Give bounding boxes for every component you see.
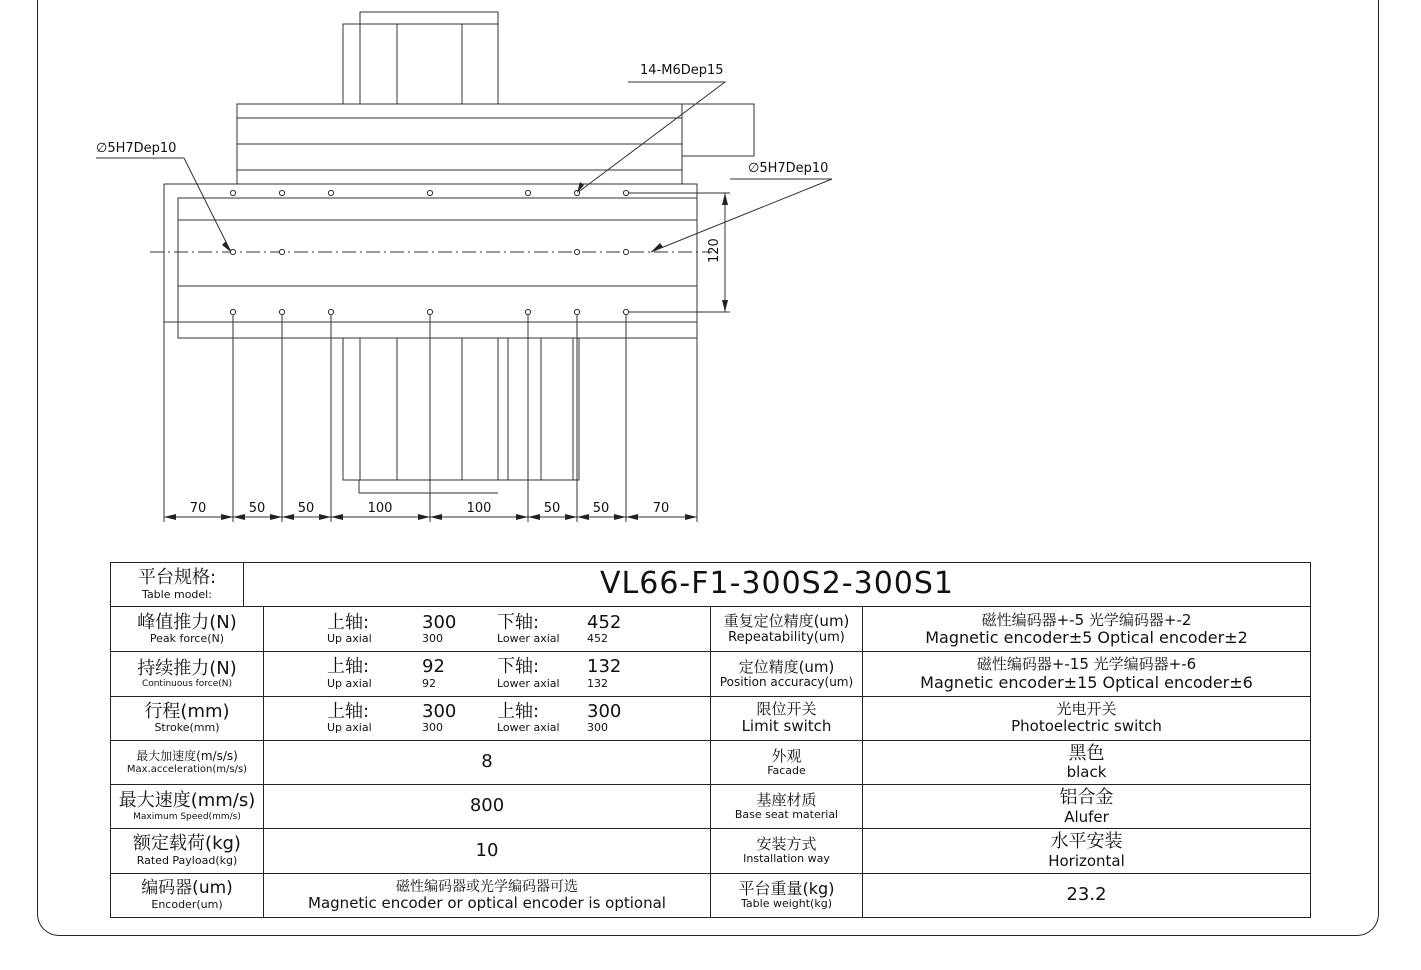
value-cell xyxy=(264,873,711,917)
right-label-en: Table weight(kg) xyxy=(741,897,832,911)
right-value-en: Horizontal xyxy=(1048,851,1125,870)
leader-lines xyxy=(96,82,832,252)
row-label-en: Maximum Speed(mm/s) xyxy=(133,811,241,822)
dim-label: 70 xyxy=(189,501,207,516)
axis-values-cell xyxy=(264,696,711,740)
model-label-cell xyxy=(111,563,244,607)
speed-value: 800 xyxy=(469,795,505,817)
right-label-cn: 基座材质 xyxy=(756,790,817,809)
axis-a-label-en: Up axial xyxy=(327,721,372,735)
axis-b-label-en: Lower axial xyxy=(497,677,560,691)
axis-values-cell xyxy=(264,607,711,652)
dim-label: 50 xyxy=(543,501,561,516)
axis-b-value-small: 452 xyxy=(587,632,608,646)
acc-value: 8 xyxy=(481,751,493,773)
axis-b-label-en: Lower axial xyxy=(497,632,560,646)
right-label-cn: 平台重量(kg) xyxy=(738,878,835,898)
row-label-en: Encoder(um) xyxy=(151,897,223,911)
payload-value: 10 xyxy=(475,839,499,861)
dim-label: 50 xyxy=(297,501,315,516)
axis-a-label: 上轴: xyxy=(327,656,370,678)
table-row xyxy=(111,563,1311,607)
row-label-cell xyxy=(111,607,264,652)
axis-b-label: 下轴: xyxy=(497,611,540,633)
axis-a-value-small: 300 xyxy=(422,721,443,735)
row-label-cn: 峰值推力(N) xyxy=(137,611,237,633)
right-label-cn: 外观 xyxy=(771,746,802,765)
right-value-en: Alufer xyxy=(1064,807,1109,826)
axis-b-label: 下轴: xyxy=(497,656,540,678)
row-label-cn: 额定载荷(kg) xyxy=(133,833,241,855)
value-cell xyxy=(264,785,711,829)
axis-b-value: 300 xyxy=(587,700,622,722)
row-label-cn: 行程(mm) xyxy=(144,700,230,722)
model-value-cell xyxy=(244,563,1311,607)
dim-label: 100 xyxy=(466,501,492,516)
right-label-cn: 定位精度(um) xyxy=(738,657,835,676)
upper-carriage xyxy=(237,104,682,184)
right-value-cn: 水平安装 xyxy=(1050,831,1123,853)
right-label-cell xyxy=(711,829,863,873)
right-label-en: Position accuracy(um) xyxy=(719,674,854,689)
right-value-cell xyxy=(863,785,1311,829)
row-label-cell xyxy=(111,652,264,696)
model-label-en: Table model: xyxy=(142,587,212,601)
axis-a-value-small: 92 xyxy=(422,677,436,691)
thread-label: 14-M6Dep15 xyxy=(640,63,724,78)
axis-a-value: 300 xyxy=(422,611,457,633)
axis-a-value: 300 xyxy=(422,700,457,722)
dim-label: 50 xyxy=(592,501,610,516)
axis-b-value-small: 132 xyxy=(587,677,608,691)
right-value-cell xyxy=(863,696,1311,740)
right-label-cn: 重复定位精度(um) xyxy=(723,612,850,631)
axis-b-value-small: 300 xyxy=(587,721,608,735)
right-value-cn: 黑色 xyxy=(1068,742,1105,764)
dim-label: 100 xyxy=(367,501,393,516)
encoder-value-cn: 磁性编码器或光学编码器可选 xyxy=(396,878,578,895)
right-label-en: Installation way xyxy=(743,852,830,866)
table-row xyxy=(111,829,1311,873)
row-label-en: Max.acceleration(m/s/s) xyxy=(126,763,248,775)
row-label-cell xyxy=(111,740,264,784)
height-label: 120 xyxy=(707,238,722,263)
axis-values-cell xyxy=(264,652,711,696)
row-label-cell xyxy=(111,785,264,829)
row-label-cn: 持续推力(N) xyxy=(137,657,237,679)
weight-value: 23.2 xyxy=(1066,883,1107,905)
table-row xyxy=(111,652,1311,696)
table-row xyxy=(111,873,1311,917)
extension-lines xyxy=(164,312,697,522)
row-label-cell xyxy=(111,829,264,873)
right-value-cn: 磁性编码器+-15 光学编码器+-6 xyxy=(976,655,1197,674)
right-label-en: Facade xyxy=(767,763,806,777)
right-value-cn: 铝合金 xyxy=(1059,786,1114,808)
axis-b-value: 452 xyxy=(587,611,622,633)
dim-label: 50 xyxy=(248,501,266,516)
right-value-en: Magnetic encoder±5 Optical encoder±2 xyxy=(925,627,1248,647)
model-value: VL66-F1-300S2-300S1 xyxy=(600,566,955,602)
row-label-cn: 最大加速度(m/s/s) xyxy=(136,748,238,763)
right-value-cell xyxy=(863,829,1311,873)
value-cell xyxy=(264,829,711,873)
row-label-cn: 编码器(um) xyxy=(141,878,233,899)
dim-label: 70 xyxy=(652,501,670,516)
right-label-cell xyxy=(711,652,863,696)
right-label-en: Repeatability(um) xyxy=(728,629,845,645)
axis-b-label: 上轴: xyxy=(497,700,540,722)
table-row xyxy=(111,607,1311,652)
right-label-cell xyxy=(711,873,863,917)
table-row xyxy=(111,740,1311,784)
right-value-en: black xyxy=(1066,763,1107,782)
lower-motor-block xyxy=(343,338,579,493)
row-label-cell xyxy=(111,696,264,740)
right-value-cell xyxy=(863,740,1311,784)
right-value-cell xyxy=(863,873,1311,917)
axis-b-label-en: Lower axial xyxy=(497,721,560,735)
right-value-en: Magnetic encoder±15 Optical encoder±6 xyxy=(920,672,1253,692)
upper-motor-block xyxy=(343,12,498,104)
row-label-en: Stroke(mm) xyxy=(154,721,220,735)
right-label-en: Base seat material xyxy=(734,808,839,822)
arrowheads xyxy=(164,182,728,520)
axis-a-value-small: 300 xyxy=(422,632,443,646)
right-value-en: Photoelectric switch xyxy=(1011,717,1162,736)
right-label-cn: 限位开关 xyxy=(756,700,817,719)
right-pin-label: ∅5H7Dep10 xyxy=(748,161,829,176)
right-value-cn: 光电开关 xyxy=(1056,700,1117,719)
row-label-cn: 最大速度(mm/s) xyxy=(118,790,256,812)
axis-a-label-en: Up axial xyxy=(327,677,372,691)
axis-a-label: 上轴: xyxy=(327,611,370,633)
right-label-cell xyxy=(711,740,863,784)
right-value-cell xyxy=(863,652,1311,696)
right-value-cell xyxy=(863,607,1311,652)
axis-b-value: 132 xyxy=(587,656,622,678)
table-row xyxy=(111,785,1311,829)
right-value-cn: 磁性编码器+-5 光学编码器+-2 xyxy=(981,610,1192,629)
value-cell xyxy=(264,740,711,784)
right-label-cell xyxy=(711,696,863,740)
row-label-en: Rated Payload(kg) xyxy=(136,854,238,868)
right-label-cell xyxy=(711,785,863,829)
row-label-en: Continuous force(N) xyxy=(141,679,233,690)
row-label-cell xyxy=(111,873,264,917)
spec-table xyxy=(110,562,1311,918)
axis-a-label: 上轴: xyxy=(327,700,370,722)
axis-a-value: 92 xyxy=(422,656,445,678)
axis-a-label-en: Up axial xyxy=(327,632,372,646)
table-row xyxy=(111,696,1311,740)
right-label-en: Limit switch xyxy=(741,717,832,736)
model-label-cn: 平台规格: xyxy=(137,566,217,588)
left-pin-label: ∅5H7Dep10 xyxy=(96,141,177,156)
right-label-cn: 安装方式 xyxy=(756,835,817,854)
right-label-cell xyxy=(711,607,863,652)
row-label-en: Peak force(N) xyxy=(149,632,225,646)
encoder-value-en: Magnetic encoder or optical encoder is optional xyxy=(308,893,666,912)
